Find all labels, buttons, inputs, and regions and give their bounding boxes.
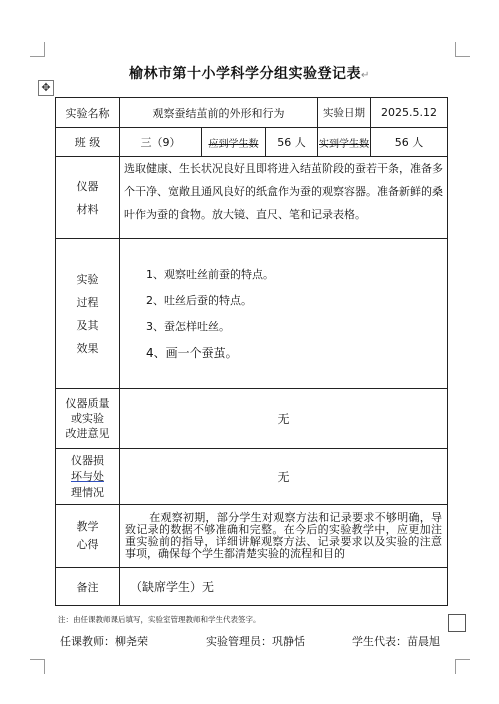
corner-mark-top-right: [455, 42, 470, 57]
class-label: 班 级: [56, 128, 120, 157]
table-row: [56, 157, 448, 239]
remarks-label: 备注: [56, 568, 120, 606]
table-move-handle-icon[interactable]: ✥: [38, 80, 54, 96]
reflection-text[interactable]: 在观察初期，部分学生对观察方法和记录要求不够明确，导致记录的数据不够准确和完整。在今后的实验教学中，应更加注重实验前的指导，详细讲解观察方法、记录要求以及实验的注意事项，确保每个学生都清楚实验的流程和目的: [120, 505, 448, 568]
expected-students-value[interactable]: 56 人: [266, 128, 318, 157]
student-signature: 学生代表：苗晨旭: [352, 635, 440, 648]
damage-value[interactable]: 无: [120, 449, 448, 505]
experiment-date-value[interactable]: 2025.5.12: [371, 98, 448, 128]
corner-mark-bottom-right: [455, 659, 470, 674]
process-list[interactable]: [120, 239, 448, 389]
quality-label: 仪器质量 或实验 改进意见: [56, 389, 120, 449]
corner-mark-top-left: [30, 42, 45, 57]
actual-students-value[interactable]: 56 人: [371, 128, 448, 157]
teacher-signature: 任课教师：柳尧荣: [60, 635, 148, 648]
process-item-4: 4、画一个蚕茧。: [146, 345, 238, 360]
table-row: [56, 128, 448, 157]
table-row: [56, 389, 448, 449]
table-row: [56, 568, 448, 606]
table-resize-handle[interactable]: [448, 614, 466, 632]
corner-mark-bottom-left: [30, 659, 45, 674]
quality-value[interactable]: 无: [120, 389, 448, 449]
reflection-label: 教学 心得: [56, 505, 120, 568]
instruments-label: 仪器 材料: [56, 157, 120, 239]
instruments-text[interactable]: 选取健康、生长状况良好且即将进入结茧阶段的蚕若干条，准备多个干净、宽敞且通风良好的纸盒作为蚕的观察容器。准备新鲜的桑叶作为蚕的食物。放大镜、直尺、笔和记录表格。: [120, 157, 448, 239]
footnote: 注：由任课教师课后填写，实验室管理教师和学生代表签字。: [58, 615, 261, 624]
registration-table: [55, 97, 448, 606]
damage-label: 仪器损 坏与处 理情况: [56, 449, 120, 505]
process-item-2: 2、吐丝后蚕的特点。: [146, 293, 252, 307]
actual-students-label: 实到学生数: [318, 128, 371, 157]
process-item-1: 1、观察吐丝前蚕的特点。: [146, 267, 274, 281]
remarks-value[interactable]: （缺席学生）无: [120, 568, 448, 606]
table-row: [56, 449, 448, 505]
experiment-date-label: 实验日期: [318, 98, 371, 128]
table-row: [56, 505, 448, 568]
process-item-3: 3、蚕怎样吐丝。: [146, 319, 230, 333]
experiment-name-value[interactable]: 观察蚕结茧前的外形和行为: [120, 98, 318, 128]
class-value[interactable]: 三（9）: [120, 128, 202, 157]
expected-students-label: 应到学生数: [202, 128, 266, 157]
experiment-name-label: 实验名称: [56, 98, 120, 128]
table-row: [56, 239, 448, 389]
process-label: 实验 过程 及其 效果: [56, 239, 120, 389]
table-row: [56, 98, 448, 128]
manager-signature: 实验管理员：巩静恬: [206, 635, 305, 648]
page-title: 榆林市第十小学科学分组实验登记表↵: [129, 66, 370, 82]
